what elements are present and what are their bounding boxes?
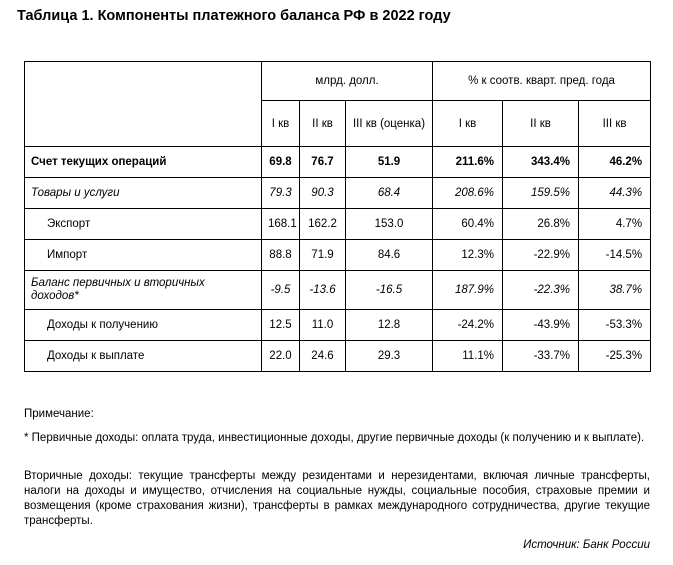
cell-usd-q1: 79.3 xyxy=(262,178,300,209)
cell-pct-q2: 159.5% xyxy=(503,178,579,209)
row-label: Доходы к выплате xyxy=(25,341,262,372)
cell-usd-q3: 12.8 xyxy=(346,310,433,341)
cell-usd-q3: -16.5 xyxy=(346,271,433,310)
header-pct-group: % к соотв. кварт. пред. года xyxy=(433,62,651,101)
cell-usd-q1: -9.5 xyxy=(262,271,300,310)
cell-usd-q3: 51.9 xyxy=(346,147,433,178)
cell-pct-q3: -25.3% xyxy=(579,341,651,372)
row-label: Доходы к получению xyxy=(25,310,262,341)
cell-usd-q3: 68.4 xyxy=(346,178,433,209)
cell-usd-q1: 88.8 xyxy=(262,240,300,271)
cell-pct-q2: -22.3% xyxy=(503,271,579,310)
notes-heading: Примечание: xyxy=(24,408,94,420)
cell-pct-q3: 44.3% xyxy=(579,178,651,209)
header-pct-q1: I кв xyxy=(433,101,503,147)
header-row-groups xyxy=(25,62,651,101)
cell-usd-q2: 71.9 xyxy=(300,240,346,271)
table-row-goods-services xyxy=(25,178,651,209)
cell-usd-q1: 168.1 xyxy=(262,209,300,240)
balance-of-payments-table xyxy=(24,61,651,372)
cell-pct-q3: -53.3% xyxy=(579,310,651,341)
table-row-import xyxy=(25,240,651,271)
cell-pct-q1: 187.9% xyxy=(433,271,503,310)
note-secondary-income: Вторичные доходы: текущие трансферты между резидентами и нерезидентами, включая личные трансферты, налоги на доходы и имущество, отчисления на социальные нужды, социальные пособия, страховые премии и возмещения (кроме страхования жизни), трансферты в рамках международного сотрудничества, другие текущие трансферты. xyxy=(24,470,650,527)
cell-pct-q2: -43.9% xyxy=(503,310,579,341)
cell-usd-q3: 29.3 xyxy=(346,341,433,372)
cell-pct-q2: 26.8% xyxy=(503,209,579,240)
cell-pct-q2: 343.4% xyxy=(503,147,579,178)
cell-pct-q3: -14.5% xyxy=(579,240,651,271)
cell-pct-q1: 60.4% xyxy=(433,209,503,240)
note-primary-income: * Первичные доходы: оплата труда, инвестиционные доходы, другие первичные доходы (к получению и к выплате). xyxy=(24,432,645,444)
header-pct-q3: III кв xyxy=(579,101,651,147)
cell-usd-q1: 12.5 xyxy=(262,310,300,341)
row-label: Товары и услуги xyxy=(25,178,262,209)
table-row-income-paid xyxy=(25,341,651,372)
cell-usd-q2: 24.6 xyxy=(300,341,346,372)
row-label: Баланс первичных и вторичных доходов* xyxy=(25,271,262,310)
cell-pct-q2: -22.9% xyxy=(503,240,579,271)
cell-pct-q1: 208.6% xyxy=(433,178,503,209)
cell-pct-q1: 11.1% xyxy=(433,341,503,372)
header-corner-cell xyxy=(25,62,262,147)
cell-usd-q3: 84.6 xyxy=(346,240,433,271)
cell-usd-q2: -13.6 xyxy=(300,271,346,310)
cell-usd-q3: 153.0 xyxy=(346,209,433,240)
table-row-current-account xyxy=(25,147,651,178)
cell-usd-q2: 76.7 xyxy=(300,147,346,178)
header-usd-q1: I кв xyxy=(262,101,300,147)
cell-pct-q3: 46.2% xyxy=(579,147,651,178)
cell-usd-q2: 11.0 xyxy=(300,310,346,341)
row-label: Импорт xyxy=(25,240,262,271)
cell-pct-q1: 211.6% xyxy=(433,147,503,178)
table-row-income-received xyxy=(25,310,651,341)
header-usd-q2: II кв xyxy=(300,101,346,147)
cell-pct-q1: -24.2% xyxy=(433,310,503,341)
header-usd-q3: III кв (оценка) xyxy=(346,101,433,147)
header-usd-group: млрд. долл. xyxy=(262,62,433,101)
cell-usd-q1: 22.0 xyxy=(262,341,300,372)
cell-usd-q1: 69.8 xyxy=(262,147,300,178)
table-title: Таблица 1. Компоненты платежного баланса РФ в 2022 году xyxy=(17,8,451,24)
cell-pct-q3: 4.7% xyxy=(579,209,651,240)
table-row-export xyxy=(25,209,651,240)
cell-pct-q3: 38.7% xyxy=(579,271,651,310)
header-pct-q2: II кв xyxy=(503,101,579,147)
cell-usd-q2: 162.2 xyxy=(300,209,346,240)
cell-pct-q2: -33.7% xyxy=(503,341,579,372)
row-label: Счет текущих операций xyxy=(25,147,262,178)
cell-pct-q1: 12.3% xyxy=(433,240,503,271)
source-note: Источник: Банк России xyxy=(523,539,650,551)
table-row-income-balance xyxy=(25,271,651,310)
cell-usd-q2: 90.3 xyxy=(300,178,346,209)
row-label: Экспорт xyxy=(25,209,262,240)
